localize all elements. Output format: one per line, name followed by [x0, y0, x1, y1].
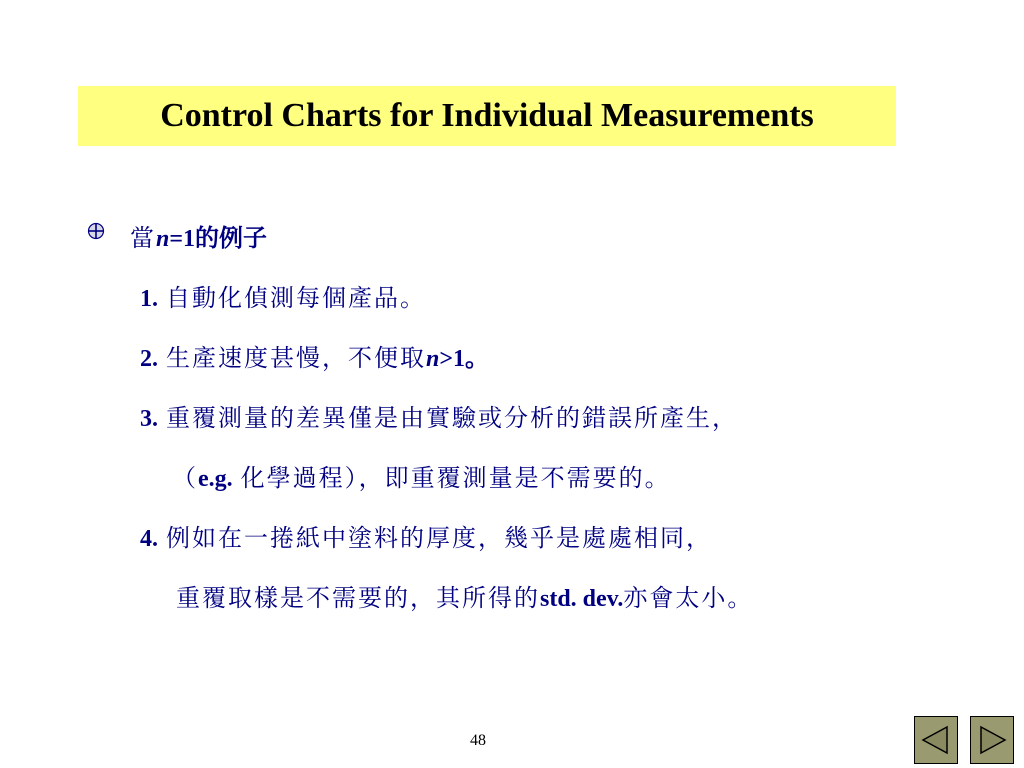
item-4-text: 例如在一捲紙中塗料的厚度，幾乎是處處相同， — [166, 526, 712, 552]
item-2-text-a: 生產速度甚慢，不便取 — [166, 346, 426, 372]
item-3 — [140, 398, 738, 433]
item-2 — [140, 338, 489, 373]
item-3-cont-a: （ — [172, 466, 198, 492]
item-3-text: 重覆測量的差異僅是由實驗或分析的錯誤所產生， — [166, 406, 738, 432]
item-4-cont — [176, 578, 753, 613]
item-1-num: 1. — [140, 286, 158, 312]
triangle-left-icon — [919, 723, 953, 757]
item-3-cont-en: e.g. — [198, 466, 233, 492]
bullet-suffix: =1的例子 — [169, 226, 268, 252]
slide-title: Control Charts for Individual Measurements — [160, 97, 814, 134]
item-2-num: 2. — [140, 346, 158, 372]
item-3-cont — [172, 458, 671, 493]
item-1-text: 自動化偵測每個產品。 — [166, 286, 426, 312]
item-3-cont-b: 化學過程），即重覆測量是不需要的。 — [232, 466, 671, 492]
bullet-line — [130, 218, 267, 253]
item-2-var: n — [426, 346, 440, 372]
bullet-prefix: 當 — [130, 226, 156, 252]
item-4-cont-b: 亦會太小。 — [623, 586, 754, 612]
bullet-icon — [87, 222, 105, 240]
item-1 — [140, 278, 426, 313]
prev-slide-button[interactable] — [914, 716, 958, 764]
item-3-num: 3. — [140, 406, 158, 432]
next-slide-button[interactable] — [970, 716, 1014, 764]
item-4-cont-a: 重覆取樣是不需要的，其所得的 — [176, 586, 540, 612]
triangle-right-icon — [975, 723, 1009, 757]
item-4-num: 4. — [140, 526, 158, 552]
bullet-var: n — [156, 226, 170, 252]
title-box — [78, 86, 896, 146]
item-2-text-b: >1。 — [439, 346, 490, 372]
item-4 — [140, 518, 712, 553]
page-number: 48 — [470, 732, 486, 749]
item-4-cont-en: std. dev. — [540, 586, 624, 612]
